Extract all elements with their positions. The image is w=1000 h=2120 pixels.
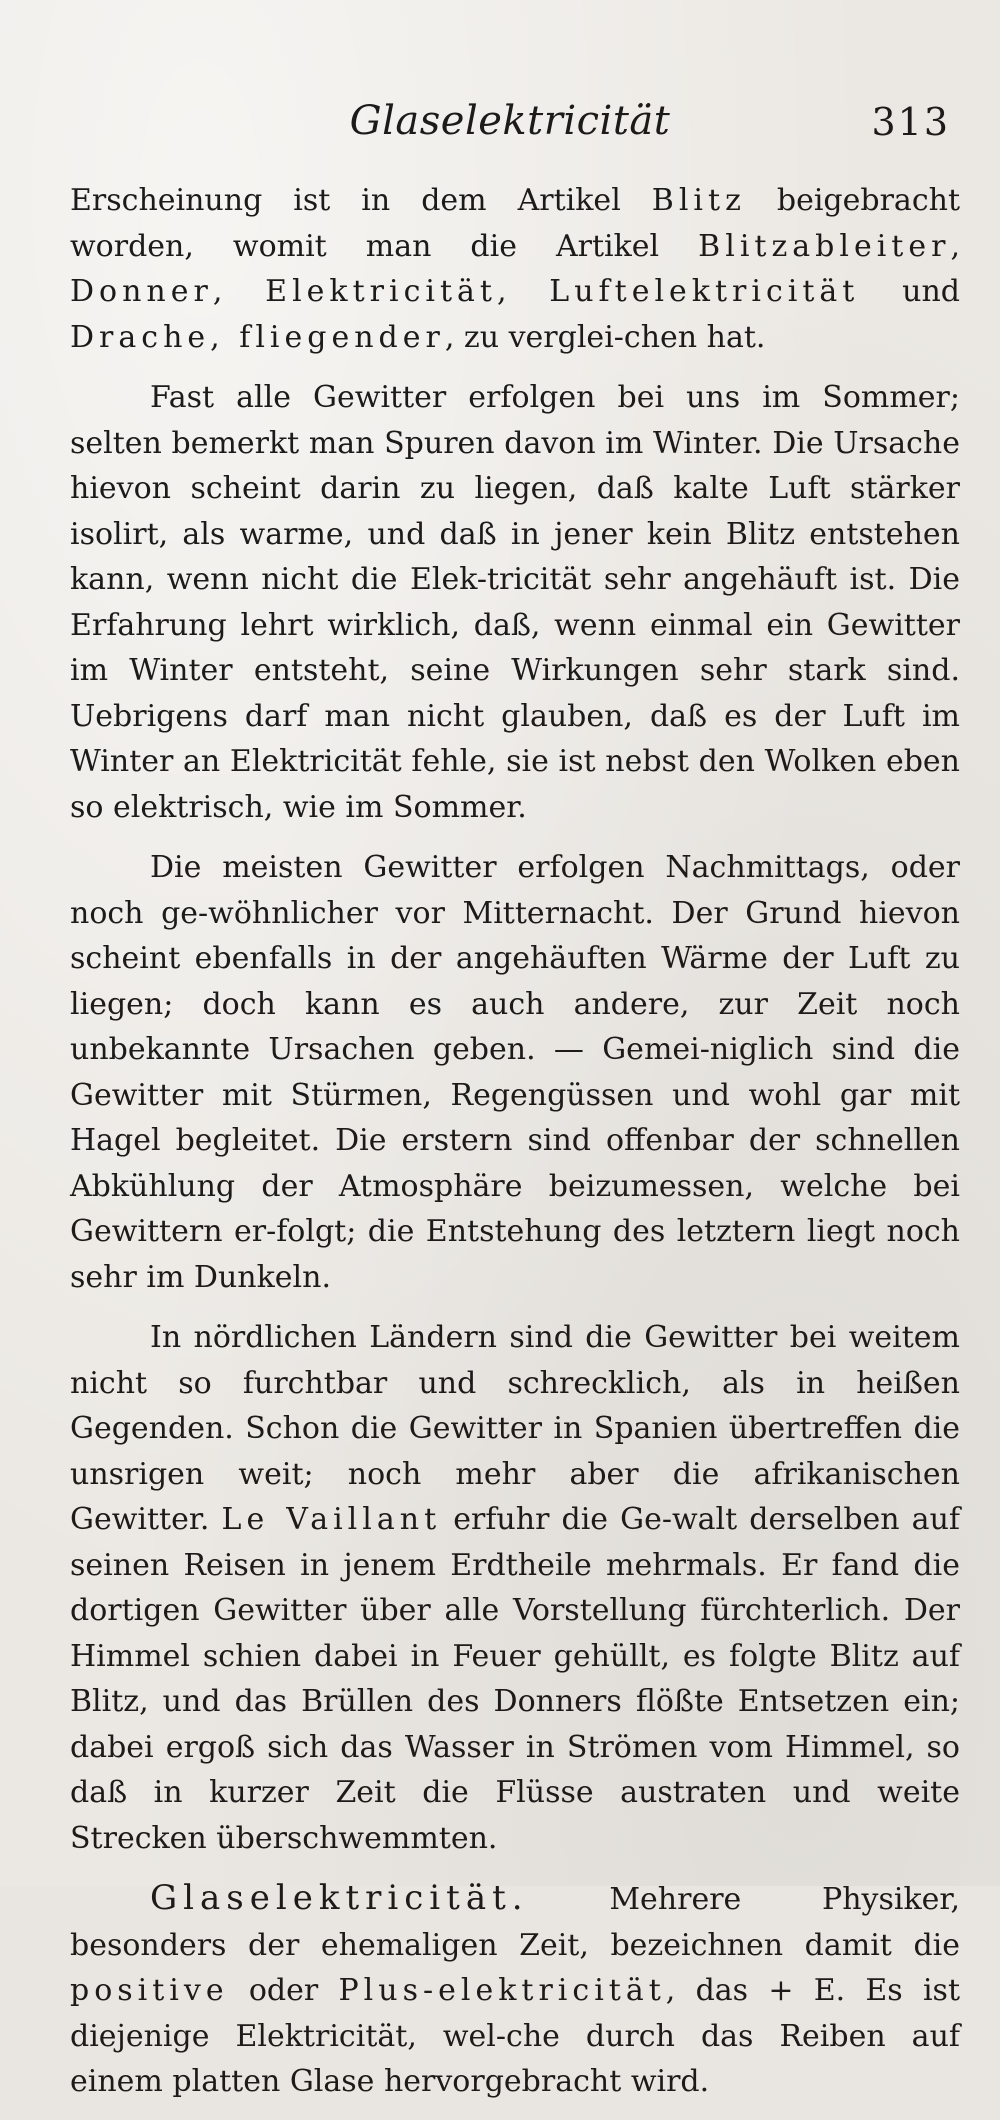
text-run: Erscheinung ist in dem Artikel: [70, 183, 652, 218]
text-run: oder: [228, 1973, 339, 2008]
page-number: 313: [871, 100, 950, 144]
text-run: ,: [950, 228, 960, 264]
emphasis-blitz: Blitz: [651, 183, 746, 218]
paragraph-continuation: [70, 178, 960, 360]
text-run: ,: [212, 274, 266, 309]
emphasis-drache: Drache, fliegender: [70, 319, 445, 355]
text-run: beigebracht worden, womit man die Artikel: [70, 183, 960, 264]
paragraph-winter: Fast alle Gewitter erfolgen bei uns im Sommer; selten bemerkt man Spuren davon im Winter. Die Ursache hievon scheint darin zu liegen, daß kalte Luft stärker isolirt, als warme, und daß in jener kein Blitz entstehen kann, wenn nicht die Elek-tricität sehr angehäuft ist. Die Erfahrung lehrt wirklich, daß, wenn einmal ein Gewitter im Winter entsteht, seine Wirkungen sehr stark sind. Uebrigens darf man nicht glauben, daß es der Luft im Winter an Elektricität fehle, sie ist nebst den Wolken eben so elektrisch, wie im Sommer.: [70, 380, 960, 825]
emphasis-blitzableiter: Blitzableiter: [698, 228, 951, 264]
paragraph-nachmittags: Die meisten Gewitter erfolgen Nachmittags, oder noch ge-wöhnlicher vor Mitternacht. Der Grund hievon scheint ebenfalls in der angehäuften Wärme der Luft zu liegen; doch kann es auch andere, zur Zeit noch unbekannte Ursachen geben. — Gemei-niglich sind die Gewitter mit Stürmen, Regengüssen und wohl gar mit Hagel begleitet. Die erstern sind offenbar der schnellen Abkühlung der Atmosphäre beizumessen, welche bei Gewittern er-folgt; die Entstehung des letztern liegt noch sehr im Dunkeln.: [70, 850, 960, 1295]
emphasis-donner: Donner: [70, 274, 213, 309]
entry-glaselektricitaet: [70, 1876, 960, 2105]
emphasis-luftelektricitaet: Luftelektricität: [549, 274, 860, 309]
body-text: [70, 178, 960, 2120]
text-run: , das + E. Es ist diejenige Elektricität, wel-che durch das Reiben auf einem platten Glase hervorgebracht wird.: [70, 1973, 960, 2099]
entry-headword: Glaselektricität.: [150, 1878, 529, 1918]
text-run: , zu verglei-chen hat.: [444, 319, 766, 355]
page-header: [70, 92, 950, 152]
text-run: und: [859, 274, 960, 309]
emphasis-pluselektricitaet: Plus-elektricität: [338, 1973, 666, 2008]
emphasis-elektricitaet: Elektricität: [265, 274, 497, 309]
text-run: ,: [496, 274, 550, 309]
emphasis-le-vaillant: Le Vaillant: [221, 1502, 442, 1537]
emphasis-positive: positive: [70, 1973, 229, 2008]
running-title: Glaselektricität: [349, 98, 671, 144]
text-run: In nördlichen Ländern sind die Gewitter bei weitem nicht so furchtbar und schrecklich, als in heißen Gegenden. Schon die Gewitter in Spanien übertreffen die unsrigen weit; noch mehr aber die afrikanischen Gewitter.: [70, 1320, 960, 1537]
text-run: Mehrere Physiker, besonders der ehemaligen Zeit, bezeichnen damit die: [70, 1882, 960, 1963]
paragraph-laender: [70, 1315, 960, 1861]
text-run: erfuhr die Ge-walt derselben auf seinen Reisen in jenem Erdtheile mehrmals. Er fand die dortigen Gewitter über alle Vorstellung fürchterlich. Der Himmel schien dabei in Feuer gehüllt, es folgte Blitz auf Blitz, und das Brüllen des Donners flößte Entsetzen ein; dabei ergoß sich das Wasser in Strömen vom Himmel, so daß in kurzer Zeit die Flüsse austraten und weite Strecken überschwemmten.: [70, 1502, 960, 1856]
